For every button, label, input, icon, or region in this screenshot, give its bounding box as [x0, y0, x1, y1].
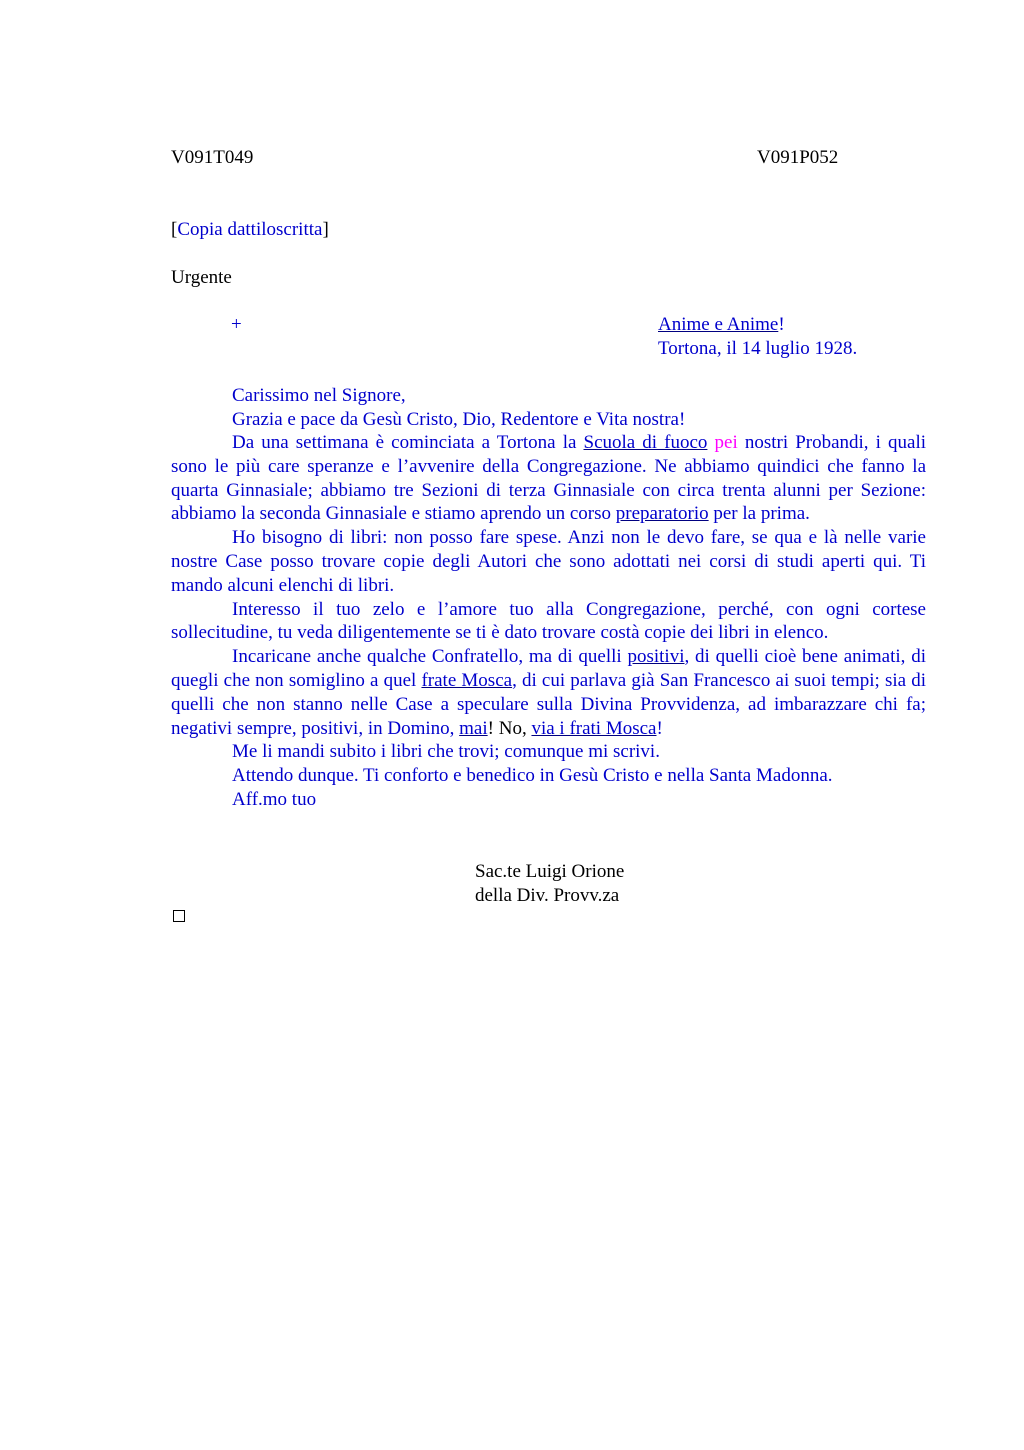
- signature-name: Sac.te Luigi Orione: [475, 861, 625, 882]
- editorial-note: [171, 218, 329, 242]
- note-open-bracket: [: [171, 219, 178, 240]
- paragraph-zeal: Interesso il tuo zelo e l’amore tuo alla Congregazione, perché, con ogni cortese sollecitudine, tu veda diligentemente se ti è dato trovare costà copie dei libri in elenco.: [171, 598, 926, 644]
- note-close-bracket: ]: [322, 219, 329, 240]
- motto-exclaim: !: [778, 314, 785, 335]
- paragraph-books: Ho bisogno di libri: non posso fare spese. Anzi non le devo fare, se qua e là nelle varie nostre Case posso trovare copie degli Autori che sono adottati nei corsi di studi aperti qui. Ti mando alcuni elenchi di libri.: [171, 527, 926, 596]
- p4-text-a: Incaricane anche qualche Confratello, ma di quelli: [232, 646, 628, 668]
- right-archive-code: V091P052: [757, 147, 839, 168]
- mai-link[interactable]: mai: [459, 717, 488, 739]
- paragraph-blessing: Attendo dunque. Ti conforto e benedico in Gesù Cristo e nella Santa Madonna.: [232, 765, 833, 787]
- cross-mark: +: [231, 314, 242, 335]
- p4-text-b: , di quelli cioè bene animati, di quegli che non somiglino a quel: [171, 646, 926, 691]
- left-archive-code: V091T049: [171, 147, 254, 168]
- paragraph-send-books: Me li mandi subito i libri che trovi; comunque mi scrivi.: [232, 741, 660, 763]
- p1-text-a: Da una settimana è cominciata a Tortona la: [232, 432, 584, 453]
- p4-text-e: !: [656, 717, 663, 739]
- salutation: Carissimo nel Signore,: [232, 385, 406, 406]
- square-outline-icon: [173, 910, 185, 922]
- urgency-label: Urgente: [171, 267, 232, 288]
- preparatorio-link[interactable]: preparatorio: [615, 503, 709, 525]
- signature-congregation: della Div. Provv.za: [475, 885, 620, 906]
- scuola-di-fuoco-link[interactable]: Scuola di fuoco: [583, 432, 708, 453]
- positivi-link[interactable]: positivi: [627, 646, 685, 668]
- p4-text-c: , di cui parlava già San Francesco ai suoi tempi; sia di quelli che non stanno nelle Case a speculare sulla Divina Provvidenza, ad imbarazzare chi fa; negativi sempre, positivi, in Domino,: [171, 669, 926, 739]
- note-text: Copia dattiloscritta: [177, 219, 323, 240]
- motto-link[interactable]: Anime e Anime: [658, 314, 779, 335]
- paragraph-confratello: [171, 645, 926, 740]
- paragraph-school: [171, 431, 926, 526]
- letter-body: [171, 431, 926, 812]
- p1-text-d: per la prima.: [708, 503, 810, 525]
- p1-text-c: nostri Probandi, i quali sono le più care speranze e l’avvenire della Congregazione. Ne abbiamo quindici che fanno la quarta Ginnasiale; abbiamo tre Sezioni di terza Ginnasiale con circa trenta alunni per Sezione: abbiamo la seconda Ginnasiale e stiamo aprendo un corso: [171, 432, 927, 525]
- via-i-frati-mosca-link[interactable]: via i frati Mosca: [531, 717, 657, 739]
- place-date: Tortona, il 14 luglio 1928.: [658, 338, 858, 359]
- p1-text-b: [707, 432, 714, 453]
- frate-mosca-link[interactable]: frate Mosca: [421, 669, 513, 691]
- p4-text-d: ! No,: [487, 717, 532, 739]
- greeting: Grazia e pace da Gesù Cristo, Dio, Redentore e Vita nostra!: [232, 409, 686, 430]
- motto: [658, 313, 785, 337]
- paragraph-closing: Aff.mo tuo: [232, 788, 317, 810]
- pei-highlight: pei: [714, 432, 738, 453]
